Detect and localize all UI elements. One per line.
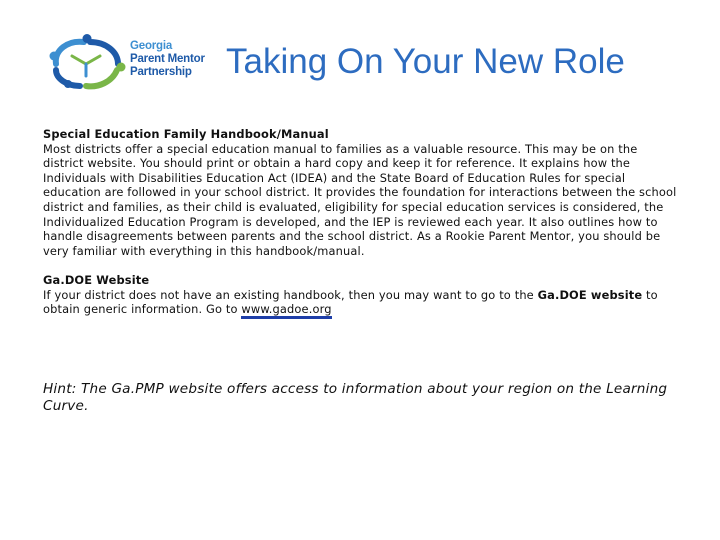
handbook-heading: Special Education Family Handbook/Manual [43,127,329,141]
website-text-prefix: If your district does not have an existing handbook, then you may want to go to the [43,287,538,302]
slide-body [43,127,677,317]
website-bold-text: Ga.DOE website [537,287,643,302]
logo-line-2: Parent Mentor [130,53,205,65]
people-ring-logo-icon [46,34,130,90]
website-text-middle: to obtain generic information. Go to [43,287,658,317]
handbook-paragraph: Most districts offer a special education manual to families as a valuable resource. This may be on the district website. You should print or obtain a hard copy and keep it for reference. It explains how the Individuals with Disabilities Education Act (IDEA) and the State Board of Education Rules for special education are followed in your school district. It provides the foundation for interactions between the school district and families, as their child is evaluated, eligibility for special education services is considered, the Individualized Education Program is developed, and the IEP is reviewed each year. It also outlines how to handle disagreements between parents and the school district. As a Rookie Parent Mentor, you should be very familiar with everything in this handbook/manual. [43,141,677,258]
logo-line-3: Partnership [130,66,192,78]
website-heading: Ga.DOE Website [43,272,150,287]
website-paragraph [43,288,677,317]
gpmp-logo [46,34,218,90]
slide-title: Taking On Your New Role [226,42,625,81]
logo-line-1: Georgia [130,40,173,52]
hint-text: Hint: The Ga.PMP website offers access to information about your region on the Learning Curve. [43,381,668,414]
logo-wordmark [130,40,205,79]
gadoe-link[interactable]: www.gadoe.org [241,302,331,319]
paragraph-spacer [43,258,677,273]
